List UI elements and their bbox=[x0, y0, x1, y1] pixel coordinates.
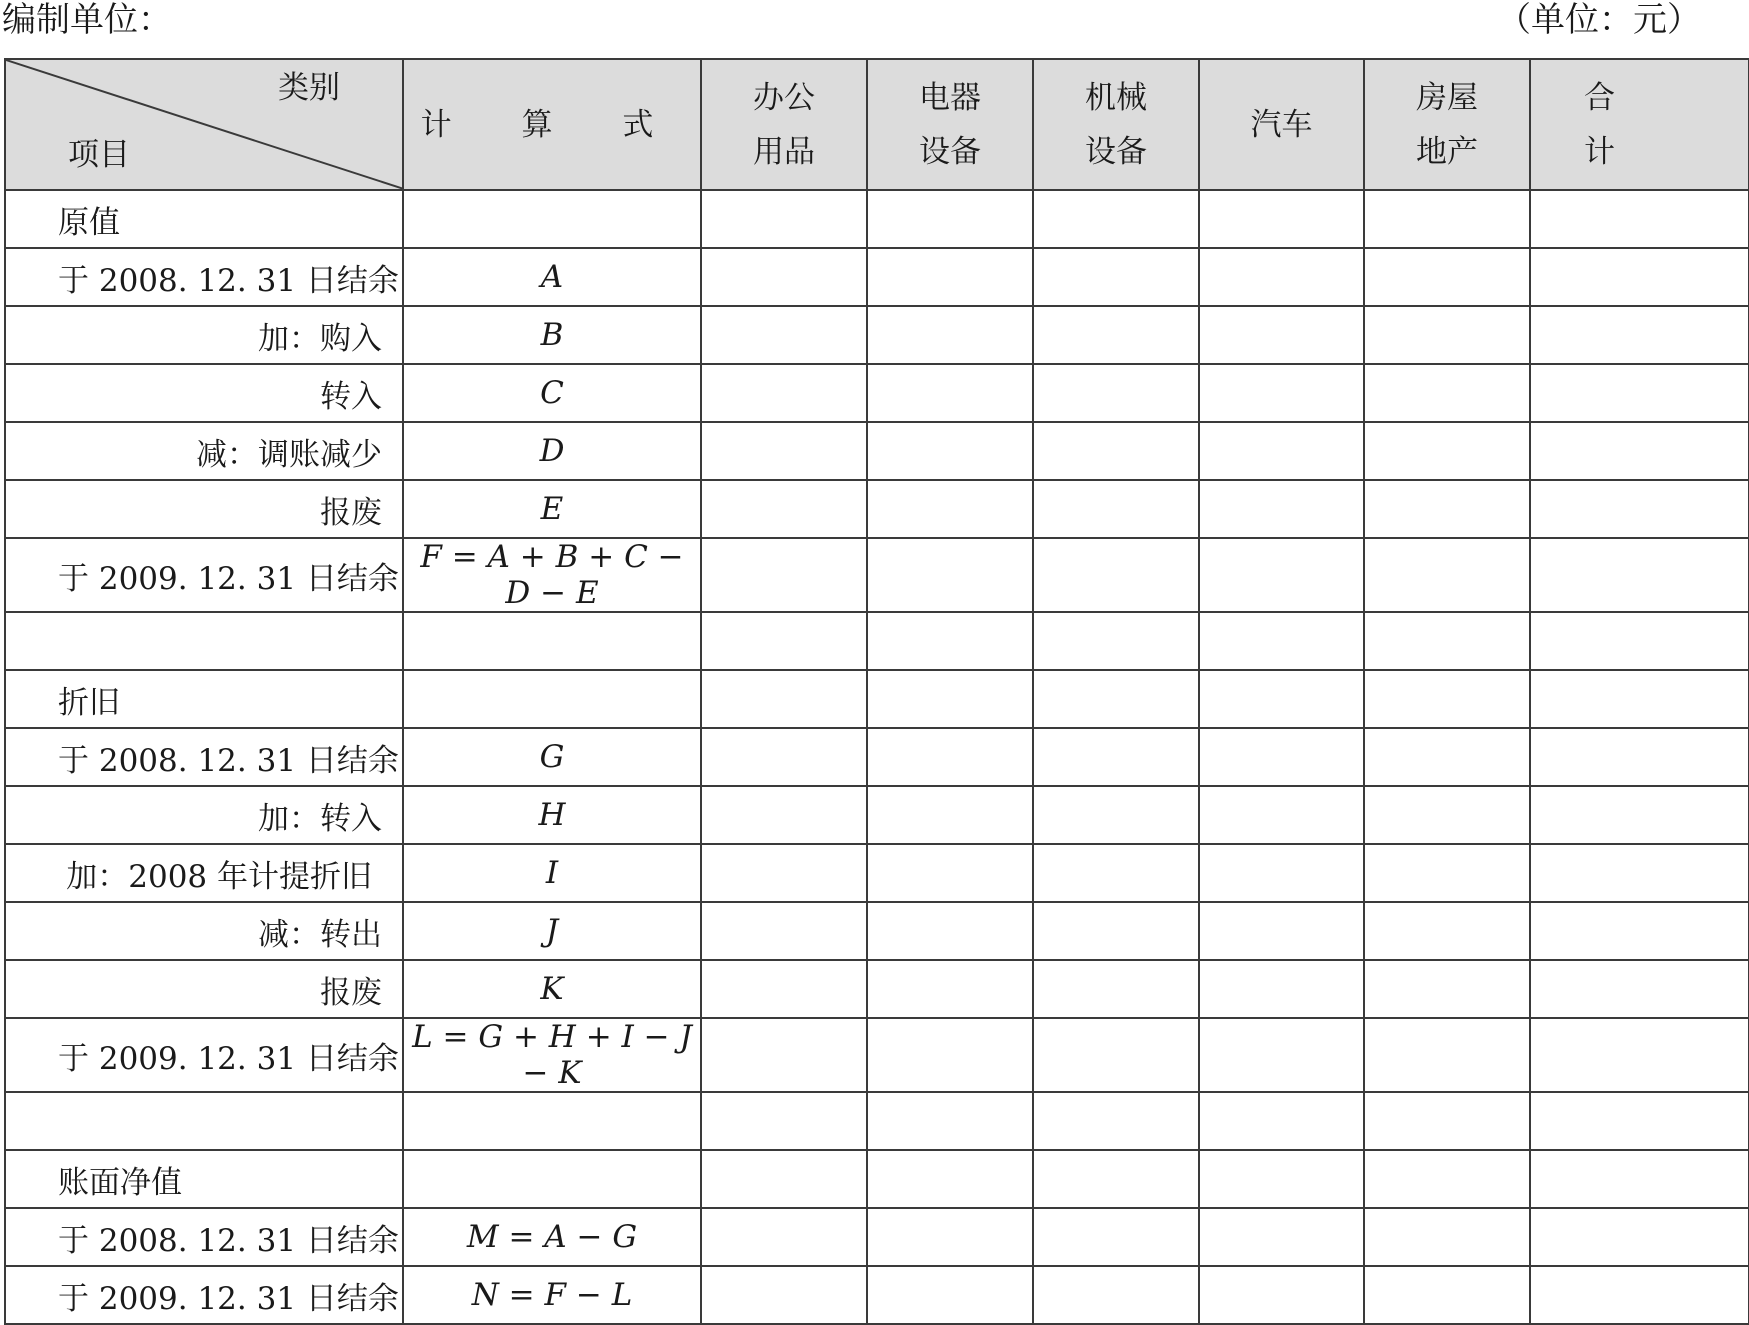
vehicle-cell[interactable] bbox=[1199, 728, 1364, 786]
property-cell[interactable] bbox=[1364, 844, 1530, 902]
electrical-equipment-cell[interactable] bbox=[867, 1092, 1033, 1150]
office-supplies-cell[interactable] bbox=[701, 538, 867, 612]
office-supplies-cell[interactable] bbox=[701, 902, 867, 960]
row-item-label: 于 2009. 12. 31 日结余 bbox=[5, 1266, 403, 1324]
table-row bbox=[5, 190, 1749, 248]
electrical-equipment-header: 电器 设备 bbox=[867, 59, 1033, 190]
property-cell[interactable] bbox=[1364, 538, 1530, 612]
row-item-label: 账面净值 bbox=[5, 1150, 403, 1208]
property-cell[interactable] bbox=[1364, 1208, 1530, 1266]
property-cell[interactable] bbox=[1364, 728, 1530, 786]
vehicle-cell[interactable] bbox=[1199, 1150, 1364, 1208]
office-supplies-cell[interactable] bbox=[701, 1092, 867, 1150]
machinery-cell[interactable] bbox=[1033, 844, 1199, 902]
vehicle-cell[interactable] bbox=[1199, 1018, 1364, 1092]
machinery-cell[interactable] bbox=[1033, 1266, 1199, 1324]
total-cell[interactable] bbox=[1530, 902, 1749, 960]
property-cell[interactable] bbox=[1364, 902, 1530, 960]
machinery-cell[interactable] bbox=[1033, 422, 1199, 480]
office-supplies-cell[interactable] bbox=[701, 960, 867, 1018]
property-cell[interactable] bbox=[1364, 422, 1530, 480]
total-cell[interactable] bbox=[1530, 248, 1749, 306]
office-supplies-cell[interactable] bbox=[701, 480, 867, 538]
electrical-equipment-cell[interactable] bbox=[867, 190, 1033, 248]
office-supplies-header: 办公 用品 bbox=[701, 59, 867, 190]
total-header: 合 计 bbox=[1530, 59, 1749, 190]
total-cell[interactable] bbox=[1530, 538, 1749, 612]
row-formula: H bbox=[403, 786, 701, 844]
vehicle-cell[interactable] bbox=[1199, 902, 1364, 960]
total-cell[interactable] bbox=[1530, 306, 1749, 364]
vehicle-cell[interactable] bbox=[1199, 306, 1364, 364]
total-cell[interactable] bbox=[1530, 1018, 1749, 1092]
row-formula: A bbox=[403, 248, 701, 306]
vehicle-cell[interactable] bbox=[1199, 1092, 1364, 1150]
electrical-equipment-cell[interactable] bbox=[867, 480, 1033, 538]
table-header-row bbox=[5, 59, 1749, 190]
table-row bbox=[5, 844, 1749, 902]
office-supplies-cell[interactable] bbox=[701, 422, 867, 480]
vehicle-cell[interactable] bbox=[1199, 612, 1364, 670]
row-formula: E bbox=[403, 480, 701, 538]
property-header: 房屋 地产 bbox=[1364, 59, 1530, 190]
total-cell[interactable] bbox=[1530, 1150, 1749, 1208]
row-formula: C bbox=[403, 364, 701, 422]
office-supplies-cell[interactable] bbox=[701, 1150, 867, 1208]
vehicle-cell[interactable] bbox=[1199, 364, 1364, 422]
total-cell[interactable] bbox=[1530, 190, 1749, 248]
electrical-equipment-cell[interactable] bbox=[867, 306, 1033, 364]
machinery-cell[interactable] bbox=[1033, 728, 1199, 786]
electrical-equipment-cell[interactable] bbox=[867, 1018, 1033, 1092]
office-supplies-cell[interactable] bbox=[701, 612, 867, 670]
category-label: 类别 bbox=[278, 70, 340, 106]
property-cell[interactable] bbox=[1364, 190, 1530, 248]
row-formula bbox=[403, 1092, 701, 1150]
electrical-equipment-cell[interactable] bbox=[867, 612, 1033, 670]
property-cell[interactable] bbox=[1364, 612, 1530, 670]
machinery-cell[interactable] bbox=[1033, 960, 1199, 1018]
total-cell[interactable] bbox=[1530, 1208, 1749, 1266]
office-supplies-cell[interactable] bbox=[701, 190, 867, 248]
table-row bbox=[5, 364, 1749, 422]
vehicle-cell[interactable] bbox=[1199, 538, 1364, 612]
machinery-cell[interactable] bbox=[1033, 902, 1199, 960]
row-item-label bbox=[5, 612, 403, 670]
row-formula bbox=[403, 190, 701, 248]
row-formula: I bbox=[403, 844, 701, 902]
office-supplies-cell[interactable] bbox=[701, 670, 867, 728]
office-supplies-cell[interactable] bbox=[701, 786, 867, 844]
machinery-header: 机械 设备 bbox=[1033, 59, 1199, 190]
item-label: 项目 bbox=[68, 137, 130, 173]
table-row bbox=[5, 1018, 1749, 1092]
electrical-equipment-cell[interactable] bbox=[867, 364, 1033, 422]
row-item-label: 原值 bbox=[5, 190, 403, 248]
total-cell[interactable] bbox=[1530, 612, 1749, 670]
total-cell[interactable] bbox=[1530, 728, 1749, 786]
row-item-label: 加：2008 年计提折旧 bbox=[5, 844, 403, 902]
table-row bbox=[5, 960, 1749, 1018]
property-cell[interactable] bbox=[1364, 786, 1530, 844]
table-row bbox=[5, 786, 1749, 844]
row-item-label: 加：转入 bbox=[5, 786, 403, 844]
machinery-cell[interactable] bbox=[1033, 248, 1199, 306]
vehicle-cell[interactable] bbox=[1199, 670, 1364, 728]
property-cell[interactable] bbox=[1364, 1018, 1530, 1092]
total-cell[interactable] bbox=[1530, 364, 1749, 422]
electrical-equipment-cell[interactable] bbox=[867, 248, 1033, 306]
table-row bbox=[5, 1266, 1749, 1324]
machinery-cell[interactable] bbox=[1033, 1208, 1199, 1266]
machinery-cell[interactable] bbox=[1033, 1092, 1199, 1150]
diagonal-line bbox=[6, 60, 404, 189]
vehicle-cell[interactable] bbox=[1199, 422, 1364, 480]
total-cell[interactable] bbox=[1530, 1092, 1749, 1150]
row-item-label bbox=[5, 1092, 403, 1150]
vehicle-header: 汽车 bbox=[1199, 59, 1364, 190]
row-formula: J bbox=[403, 902, 701, 960]
row-item-label: 减：调账减少 bbox=[5, 422, 403, 480]
total-cell[interactable] bbox=[1530, 844, 1749, 902]
row-item-label: 于 2009. 12. 31 日结余 bbox=[5, 538, 403, 612]
electrical-equipment-cell[interactable] bbox=[867, 960, 1033, 1018]
office-supplies-cell[interactable] bbox=[701, 844, 867, 902]
row-formula: F = A + B + C − D − E bbox=[403, 538, 701, 612]
table-row bbox=[5, 248, 1749, 306]
machinery-cell[interactable] bbox=[1033, 364, 1199, 422]
office-supplies-cell[interactable] bbox=[701, 1266, 867, 1324]
electrical-equipment-cell[interactable] bbox=[867, 786, 1033, 844]
total-cell[interactable] bbox=[1530, 786, 1749, 844]
office-supplies-cell[interactable] bbox=[701, 1018, 867, 1092]
property-cell[interactable] bbox=[1364, 1266, 1530, 1324]
machinery-cell[interactable] bbox=[1033, 306, 1199, 364]
property-cell[interactable] bbox=[1364, 960, 1530, 1018]
row-item-label: 于 2008. 12. 31 日结余 bbox=[5, 1208, 403, 1266]
electrical-equipment-cell[interactable] bbox=[867, 1208, 1033, 1266]
property-cell[interactable] bbox=[1364, 670, 1530, 728]
total-cell[interactable] bbox=[1530, 1266, 1749, 1324]
row-formula bbox=[403, 612, 701, 670]
vehicle-cell[interactable] bbox=[1199, 248, 1364, 306]
machinery-cell[interactable] bbox=[1033, 190, 1199, 248]
row-formula: M = A − G bbox=[403, 1208, 701, 1266]
property-cell[interactable] bbox=[1364, 364, 1530, 422]
electrical-equipment-cell[interactable] bbox=[867, 538, 1033, 612]
total-cell[interactable] bbox=[1530, 670, 1749, 728]
property-cell[interactable] bbox=[1364, 1092, 1530, 1150]
vehicle-cell[interactable] bbox=[1199, 1208, 1364, 1266]
property-cell[interactable] bbox=[1364, 248, 1530, 306]
row-formula bbox=[403, 1150, 701, 1208]
office-supplies-cell[interactable] bbox=[701, 364, 867, 422]
electrical-equipment-cell[interactable] bbox=[867, 902, 1033, 960]
prepared-by-label: 编制单位： bbox=[2, 0, 172, 40]
machinery-cell[interactable] bbox=[1033, 1018, 1199, 1092]
table-row bbox=[5, 670, 1749, 728]
formula-header: 计 算 式 bbox=[403, 59, 701, 190]
vehicle-cell[interactable] bbox=[1199, 844, 1364, 902]
machinery-cell[interactable] bbox=[1033, 538, 1199, 612]
row-formula: B bbox=[403, 306, 701, 364]
table-row bbox=[5, 480, 1749, 538]
table-row bbox=[5, 1208, 1749, 1266]
property-cell[interactable] bbox=[1364, 1150, 1530, 1208]
table-row bbox=[5, 728, 1749, 786]
vehicle-cell[interactable] bbox=[1199, 960, 1364, 1018]
vehicle-cell[interactable] bbox=[1199, 480, 1364, 538]
machinery-cell[interactable] bbox=[1033, 670, 1199, 728]
currency-unit-note: （单位：元） bbox=[1497, 0, 1701, 40]
row-item-label: 减：转出 bbox=[5, 902, 403, 960]
machinery-cell[interactable] bbox=[1033, 612, 1199, 670]
total-cell[interactable] bbox=[1530, 960, 1749, 1018]
table-row bbox=[5, 538, 1749, 612]
row-item-label: 于 2008. 12. 31 日结余 bbox=[5, 248, 403, 306]
table-row bbox=[5, 1092, 1749, 1150]
machinery-cell[interactable] bbox=[1033, 480, 1199, 538]
total-cell[interactable] bbox=[1530, 480, 1749, 538]
row-item-label: 报废 bbox=[5, 480, 403, 538]
row-item-label: 报废 bbox=[5, 960, 403, 1018]
row-formula: L = G + H + I − J − K bbox=[403, 1018, 701, 1092]
total-cell[interactable] bbox=[1530, 422, 1749, 480]
table-row bbox=[5, 306, 1749, 364]
electrical-equipment-cell[interactable] bbox=[867, 1266, 1033, 1324]
electrical-equipment-cell[interactable] bbox=[867, 670, 1033, 728]
row-item-label: 转入 bbox=[5, 364, 403, 422]
row-formula: N = F − L bbox=[403, 1266, 701, 1324]
row-formula: G bbox=[403, 728, 701, 786]
table-row bbox=[5, 1150, 1749, 1208]
row-item-label: 折旧 bbox=[5, 670, 403, 728]
property-cell[interactable] bbox=[1364, 480, 1530, 538]
table-row bbox=[5, 422, 1749, 480]
diagonal-header-cell bbox=[5, 59, 403, 190]
office-supplies-cell[interactable] bbox=[701, 728, 867, 786]
row-formula: K bbox=[403, 960, 701, 1018]
electrical-equipment-cell[interactable] bbox=[867, 728, 1033, 786]
row-formula bbox=[403, 670, 701, 728]
fixed-asset-table bbox=[4, 58, 1749, 1325]
property-cell[interactable] bbox=[1364, 306, 1530, 364]
row-item-label: 加：购入 bbox=[5, 306, 403, 364]
table-row bbox=[5, 612, 1749, 670]
vehicle-cell[interactable] bbox=[1199, 190, 1364, 248]
machinery-cell[interactable] bbox=[1033, 786, 1199, 844]
row-item-label: 于 2008. 12. 31 日结余 bbox=[5, 728, 403, 786]
electrical-equipment-cell[interactable] bbox=[867, 844, 1033, 902]
electrical-equipment-cell[interactable] bbox=[867, 422, 1033, 480]
vehicle-cell[interactable] bbox=[1199, 1266, 1364, 1324]
office-supplies-cell[interactable] bbox=[701, 1208, 867, 1266]
row-formula: D bbox=[403, 422, 701, 480]
electrical-equipment-cell[interactable] bbox=[867, 1150, 1033, 1208]
machinery-cell[interactable] bbox=[1033, 1150, 1199, 1208]
vehicle-cell[interactable] bbox=[1199, 786, 1364, 844]
office-supplies-cell[interactable] bbox=[701, 306, 867, 364]
office-supplies-cell[interactable] bbox=[701, 248, 867, 306]
table-row bbox=[5, 902, 1749, 960]
row-item-label: 于 2009. 12. 31 日结余 bbox=[5, 1018, 403, 1092]
